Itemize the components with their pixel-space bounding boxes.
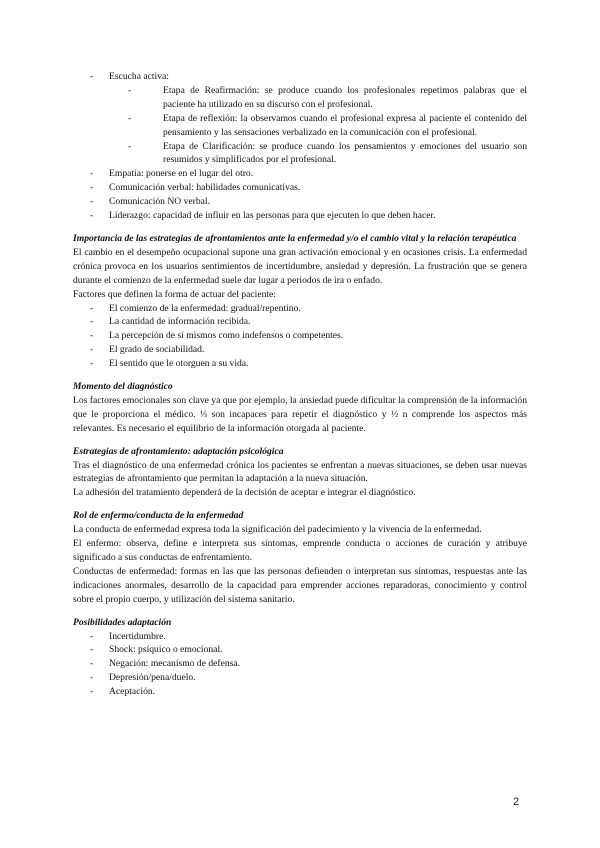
list-item <box>73 302 527 316</box>
list-item-text: El sentido que le otorguen a su vida. <box>109 358 249 370</box>
bullet-dash: - <box>90 71 94 82</box>
sublist-item <box>73 84 527 112</box>
bullet-dash: - <box>128 140 132 152</box>
sublist-item-text: Etapa de Clarificación: se produce cuando los pensamientos y emociones del usuario son resumidos y simplificados por el profesional. <box>163 140 527 166</box>
adaptation-paragraph: La adhesión del tratamiento dependerá de la decisión de aceptar e integrar el diagnóstico. <box>73 487 416 499</box>
bullet-dash: - <box>90 658 94 670</box>
bullet-dash: - <box>90 196 94 208</box>
list-item-text: Aceptación. <box>109 686 156 698</box>
sublist-item-text: Etapa de reflexión: la observamos cuando el profesional expresa al paciente el contenido del pensamiento y las sensaciones verbalizado en la comunicación con el profesional. <box>163 112 527 138</box>
role-paragraph: Conductas de enfermedad: formas en las que las personas defienden o interpretan sus síntomas, respuestas ante las indicaciones anormales, desarrollo de la capacidad para emprender acciones reparadoras, conocimiento y control sobre el propio cuerpo, y utilización del sistema sanitario. <box>73 565 527 605</box>
list-item-text: Empatía: ponerse en el lugar del otro. <box>109 168 254 180</box>
list-item-text: Liderazgo: capacidad de influir en las personas para que ejecuten lo que deben hacer. <box>109 210 436 222</box>
list-item-text: La percepción de sí mismos como indefensos o competentes. <box>109 330 344 342</box>
list-item-text: Incertidumbre. <box>109 630 166 642</box>
section-heading-adaptation: Estrategias de afrontamiento: adaptación psicológica <box>73 445 284 457</box>
section-heading-possibilities: Posibilidades adaptación <box>73 616 172 628</box>
list-item <box>73 630 527 644</box>
list-item <box>73 685 527 699</box>
list-item-text: El comienzo de la enfermedad: gradual/repentino. <box>109 302 301 314</box>
diagnosis-paragraph: Los factores emocionales son clave ya que por ejemplo, la ansiedad puede dificultar la comprensión de la información que le proporciona el médico. ⅓ son incapaces para repetir el diagnóstico y ½ n comprende los aspectos más relevantes. Es necesario el equilibrio de la información otorgada al paciente. <box>73 394 527 434</box>
list-item-text: El grado de sociabilidad. <box>109 344 205 356</box>
bullet-dash: - <box>90 358 94 370</box>
bullet-dash: - <box>90 686 94 698</box>
factors-intro: Factores que definen la forma de actuar del paciente: <box>73 288 276 300</box>
list-item-active-listening <box>73 70 527 84</box>
list-item <box>73 329 527 343</box>
bullet-dash: - <box>90 644 94 656</box>
bullet-dash: - <box>90 182 94 194</box>
list-item-text: Shock: psíquico o emocional. <box>109 644 223 656</box>
list-item <box>73 167 527 181</box>
list-item <box>73 343 527 357</box>
role-paragraph: El enfermo: observa, define e interpreta sus síntomas, emprende conducta o acciones de curación y atribuye significado a sus conductas de enfrentamiento. <box>73 538 527 563</box>
bullet-dash: - <box>90 630 94 642</box>
list-item <box>73 315 527 329</box>
list-item-text: Escucha activa: <box>109 71 169 82</box>
list-item-text: Comunicación NO verbal. <box>109 196 210 208</box>
role-paragraph: La conducta de enfermedad expresa toda la significación del padecimiento y la vivencia de la enfermedad. <box>73 524 482 536</box>
bullet-dash: - <box>90 344 94 356</box>
list-item-text: Comunicación verbal: habilidades comunicativas. <box>109 182 301 194</box>
coping-paragraph: El cambio en el desempeño ocupacional supone una gran activación emocional y en ocasiones crisis. La enfermedad crónica provoca en los usuarios sentimientos de incertidumbre, ansiedad y depresión. La frustración que se genera durante el comienzo de la enfermedad suele dar lugar a periodos de ira o enfado. <box>73 246 527 286</box>
list-item <box>73 643 527 657</box>
bullet-dash: - <box>90 168 94 180</box>
page-number: 2 <box>513 796 520 808</box>
list-item-text: Depresión/pena/duelo. <box>109 672 196 684</box>
list-item <box>73 357 527 371</box>
list-item <box>73 181 527 195</box>
list-item <box>73 209 527 223</box>
list-item-text: La cantidad de información recibida. <box>109 316 251 328</box>
sublist-item-text: Etapa de Reafirmación: se produce cuando los profesionales repetimos palabras que el paciente ha utilizado en su discurso con el profesional. <box>163 84 527 110</box>
page-content <box>73 70 527 699</box>
list-item-text: Negación: mecanismo de defensa. <box>109 658 241 670</box>
section-heading-diagnosis: Momento del diagnóstico <box>73 381 173 393</box>
bullet-dash: - <box>90 302 94 314</box>
sublist-item <box>73 140 527 168</box>
bullet-dash: - <box>128 112 132 124</box>
section-heading-coping: Importancia de las estrategias de afrontamientos ante la enfermedad y/o el cambio vital y la relación terapéutica <box>73 232 517 244</box>
section-heading-role: Rol de enfermo/conducta de la enfermedad <box>73 510 244 522</box>
adaptation-paragraph: Tras el diagnóstico de una enfermedad crónica los pacientes se enfrentan a nuevas situaciones, se deben usar nuevas estrategias de afrontamiento que permitan la adaptación a la nueva situación. <box>73 459 527 485</box>
list-item <box>73 195 527 209</box>
bullet-dash: - <box>90 330 94 342</box>
list-item <box>73 671 527 685</box>
bullet-dash: - <box>90 672 94 684</box>
bullet-dash: - <box>90 210 94 222</box>
sublist-item <box>73 112 527 140</box>
list-item <box>73 657 527 671</box>
bullet-dash: - <box>128 84 132 96</box>
bullet-dash: - <box>90 316 94 328</box>
